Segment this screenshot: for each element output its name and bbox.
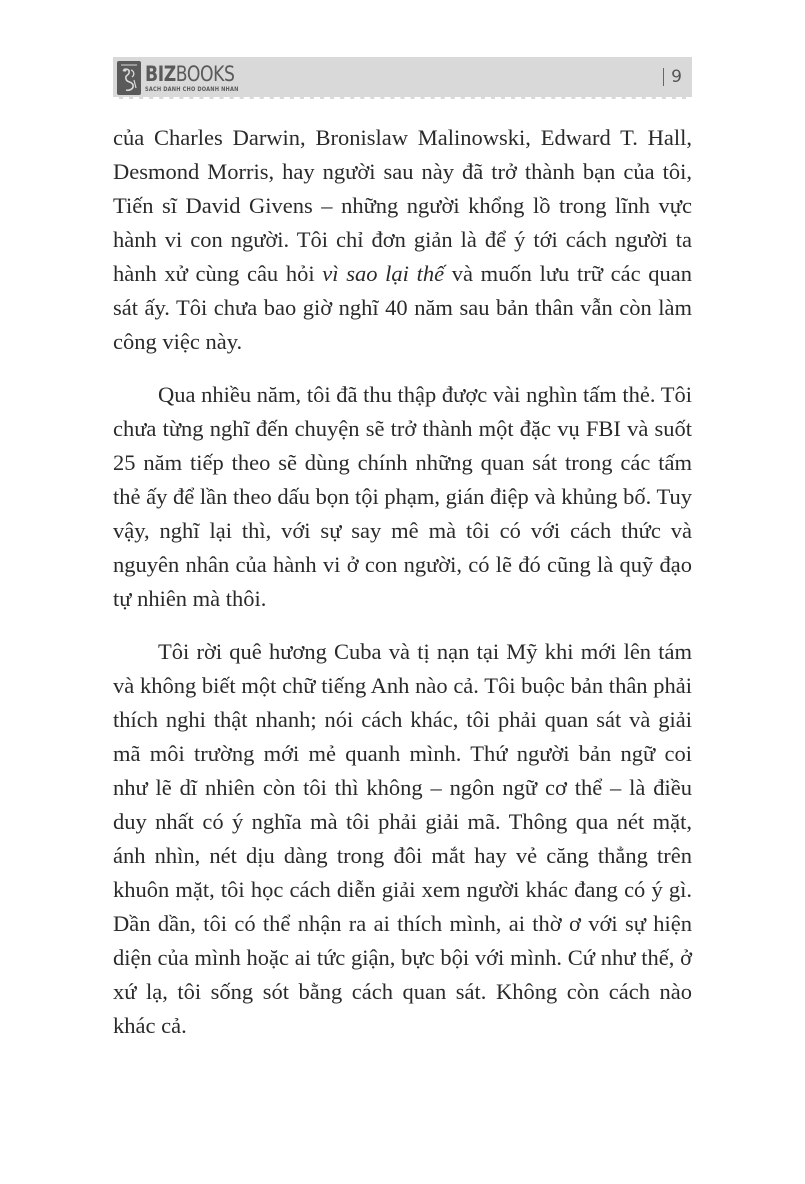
text-run: Qua nhiều năm, tôi đã thu thập được vài nghìn tấm thẻ. Tôi chưa từng nghĩ đến chuyện sẽ trở thành một đặc vụ FBI và suốt 25 năm tiếp theo sẽ dùng chính những quan sát trong các tấm thẻ ấy để lần theo dấu bọn tội phạm, gián điệp và khủng bố. Tuy vậy, nghĩ lại thì, với sự say mê mà tôi có với cách thức và nguyên nhân của hành vi ở con người, có lẽ đó cũng là quỹ đạo tự nhiên mà thôi. bbox=[113, 382, 692, 611]
brand-name-light: BOOKS bbox=[175, 61, 235, 86]
page-header bbox=[113, 57, 692, 99]
bizbooks-logo bbox=[117, 60, 255, 96]
italic-phrase: vì sao lại thế bbox=[322, 261, 445, 286]
paragraph-2 bbox=[113, 378, 692, 616]
page-number-value: 9 bbox=[671, 67, 682, 87]
bizbooks-logo-icon bbox=[117, 61, 141, 95]
brand-name bbox=[145, 61, 235, 86]
text-run: của Charles Darwin, Bronislaw Malinowski, Edward T. Hall, Desmond Morris, hay người sau này đã trở thành bạn của tôi, Tiến sĩ David Givens – những người khổng lồ trong lĩnh vực hành vi con người. Tôi chỉ đơn giản là để ý tới cách người ta hành xử cùng câu hỏi bbox=[113, 125, 692, 286]
text-run: và muốn lưu trữ các quan sát ấy. Tôi chưa bao giờ nghĩ 40 năm sau bản thân vẫn còn làm công việc này. bbox=[113, 261, 692, 354]
page-body bbox=[113, 121, 692, 1062]
page-number-separator bbox=[663, 68, 664, 86]
brand-tagline: SÁCH DÀNH CHO DOANH NHÂN bbox=[145, 85, 239, 93]
page-number bbox=[663, 67, 682, 87]
paragraph-1 bbox=[113, 121, 692, 359]
text-run: Tôi rời quê hương Cuba và tị nạn tại Mỹ khi mới lên tám và không biết một chữ tiếng Anh nào cả. Tôi buộc bản thân phải thích nghi thật nhanh; nói cách khác, tôi phải quan sát và giải mã môi trường mới mẻ quanh mình. Thứ người bản ngữ coi như lẽ dĩ nhiên còn tôi thì không – ngôn ngữ cơ thể – là điều duy nhất có ý nghĩa mà tôi phải giải mã. Thông qua nét mặt, ánh nhìn, nét dịu dàng trong đôi mắt hay vẻ căng thẳng trên khuôn mặt, tôi học cách diễn giải xem người khác đang có ý gì. Dần dần, tôi có thể nhận ra ai thích mình, ai thờ ơ với sự hiện diện của mình hoặc ai tức giận, bực bội với mình. Cứ như thế, ở xứ lạ, tôi sống sót bằng cách quan sát. Không còn cách nào khác cả. bbox=[113, 639, 692, 1038]
paragraph-3 bbox=[113, 635, 692, 1043]
brand-name-bold: BIZ bbox=[145, 61, 176, 86]
